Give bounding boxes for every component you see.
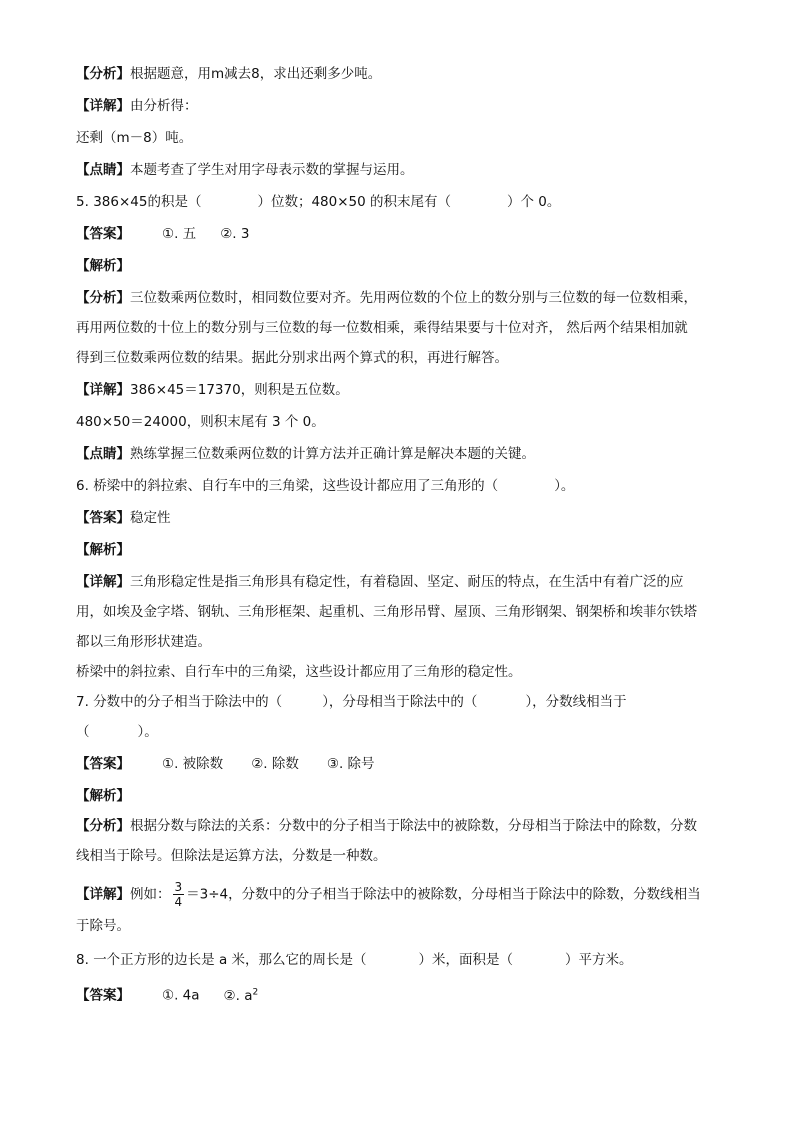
- tag-jiexi: 【解析】: [76, 258, 130, 274]
- tag-xiangjie: 【详解】: [76, 574, 130, 590]
- tag-xiangjie: 【详解】: [76, 98, 130, 114]
- text: 都以三角形形状建造。: [76, 634, 211, 650]
- question-number: 7.: [76, 694, 89, 710]
- question-text: ）。: [554, 478, 575, 494]
- question-5: [76, 192, 734, 212]
- question-number: 8.: [76, 952, 89, 968]
- answer-item: ①. 被除数: [162, 756, 224, 772]
- text: 386×45＝17370，则积是五位数。: [130, 382, 349, 398]
- question-text: ）。: [137, 724, 158, 740]
- remain-line: [76, 128, 734, 148]
- tag-jiexi: 【解析】: [76, 542, 130, 558]
- answer-item: ①. 五: [162, 226, 197, 242]
- answer-item: [224, 988, 259, 1004]
- detail-paragraph-cont: [76, 916, 734, 936]
- question-text: ）位数；480×50 的积末尾有（: [257, 194, 452, 210]
- tag-fenxi: 【分析】: [76, 290, 130, 306]
- question-number: 6.: [76, 478, 89, 494]
- analysis-paragraph-cont: [76, 318, 734, 338]
- comment-line: [76, 160, 734, 180]
- answer-line: [76, 508, 734, 528]
- tag-answer: 【答案】: [76, 756, 130, 772]
- answer-item: ②. 3: [220, 226, 250, 242]
- fraction-numerator: 3: [174, 880, 183, 894]
- question-text: ）米，面积是（: [418, 952, 514, 968]
- text: 三角形稳定性是指三角形具有稳定性，有着稳固、坚定、耐压的特点，在生活中有着广泛的应: [130, 574, 684, 590]
- analysis-line: [76, 64, 734, 84]
- tag-xiangjie: 【详解】: [76, 886, 130, 903]
- question-text: 分数中的分子相当于除法中的（: [93, 694, 283, 710]
- text: 例如：: [130, 886, 171, 903]
- text: 桥梁中的斜拉索、自行车中的三角梁，这些设计都应用了三角形的稳定性。: [76, 664, 522, 680]
- answer-line: [76, 754, 734, 774]
- tag-xiangjie: 【详解】: [76, 382, 130, 398]
- tag-answer: 【答案】: [76, 987, 130, 1004]
- explanation-heading: [76, 540, 734, 560]
- tag-dianjing: 【点睛】: [76, 446, 130, 462]
- fraction: [173, 880, 185, 909]
- tag-fenxi: 【分析】: [76, 66, 130, 82]
- question-text: ），分数线相当于: [525, 694, 627, 710]
- answer-line: [76, 982, 734, 1006]
- answer-item: ①. 4a: [162, 987, 200, 1004]
- tag-jiexi: 【解析】: [76, 788, 130, 804]
- tag-fenxi: 【分析】: [76, 818, 130, 834]
- question-8: [76, 950, 734, 970]
- question-number: 5.: [76, 194, 89, 210]
- text: 还剩（m－8）吨。: [76, 130, 193, 146]
- question-text: ）个 0。: [507, 194, 561, 210]
- analysis-paragraph: [76, 288, 734, 308]
- detail-paragraph: [76, 572, 734, 592]
- tag-dianjing: 【点睛】: [76, 162, 130, 178]
- conclusion-line: [76, 662, 734, 682]
- detail-paragraph: [76, 880, 734, 909]
- explanation-heading: [76, 786, 734, 806]
- analysis-paragraph-cont: [76, 846, 734, 866]
- tag-answer: 【答案】: [76, 226, 130, 242]
- text: 再用两位数的十位上的数分别与三位数的每一位数相乘，乘得结果要与十位对齐， 然后两个结果相加就: [76, 320, 688, 336]
- question-7: [76, 692, 734, 712]
- text: 熟练掌握三位数乘两位数的计算方法并正确计算是解决本题的关键。: [130, 446, 535, 462]
- fraction-denominator: 4: [174, 895, 183, 909]
- text: 480×50＝24000，则积末尾有 3 个 0。: [76, 414, 325, 430]
- detail-line: [76, 96, 734, 116]
- question-text: ）平方米。: [565, 952, 633, 968]
- analysis-paragraph: [76, 816, 734, 836]
- answer-item: ②. 除数: [251, 756, 299, 772]
- superscript: 2: [252, 987, 259, 997]
- text: 三位数乘两位数时，相同数位要对齐。先用两位数的个位上的数分别与三位数的每一位数相乘，: [130, 290, 697, 306]
- detail-paragraph-cont: [76, 632, 734, 652]
- analysis-paragraph-cont: [76, 348, 734, 368]
- question-6: [76, 476, 734, 496]
- question-7-cont: [76, 722, 734, 742]
- text: 用，如埃及金字塔、钢轨、三角形框架、起重机、三角形吊臂、屋顶、三角形钢架、钢架桥和埃菲尔铁塔: [76, 604, 697, 620]
- comment-line: [76, 444, 734, 464]
- detail-line-2: [76, 412, 734, 432]
- explanation-heading: [76, 256, 734, 276]
- answer-item: ③. 除号: [326, 756, 375, 772]
- answer-text: ②. a: [223, 987, 253, 1004]
- question-text: 桥梁中的斜拉索、自行车中的三角梁，这些设计都应用了三角形的（: [93, 478, 499, 494]
- question-text: ），分母相当于除法中的（: [322, 694, 478, 710]
- text: 根据题意，用m减去8，求出还剩多少吨。: [130, 66, 382, 82]
- answer-item: 稳定性: [130, 510, 171, 526]
- text: ＝3÷4，分数中的分子相当于除法中的被除数，分母相当于除法中的除数，分数线相当: [186, 886, 701, 903]
- text: 本题考查了学生对用字母表示数的掌握与运用。: [130, 162, 414, 178]
- question-text: 一个正方形的边长是 a 米，那么它的周长是（: [93, 952, 367, 968]
- text: 根据分数与除法的关系：分数中的分子相当于除法中的被除数，分母相当于除法中的除数，分数: [130, 818, 697, 834]
- detail-paragraph-cont: [76, 602, 734, 622]
- text: 线相当于除号。但除法是运算方法，分数是一种数。: [76, 848, 387, 864]
- text: 得到三位数乘两位数的结果。据此分别求出两个算式的积，再进行解答。: [76, 350, 508, 366]
- answer-line: [76, 224, 734, 244]
- detail-line: [76, 380, 734, 400]
- text: 于除号。: [76, 918, 130, 934]
- text: 由分析得：: [130, 98, 198, 114]
- question-text: 386×45的积是（: [93, 194, 202, 210]
- question-text: （: [76, 724, 90, 740]
- tag-answer: 【答案】: [76, 510, 130, 526]
